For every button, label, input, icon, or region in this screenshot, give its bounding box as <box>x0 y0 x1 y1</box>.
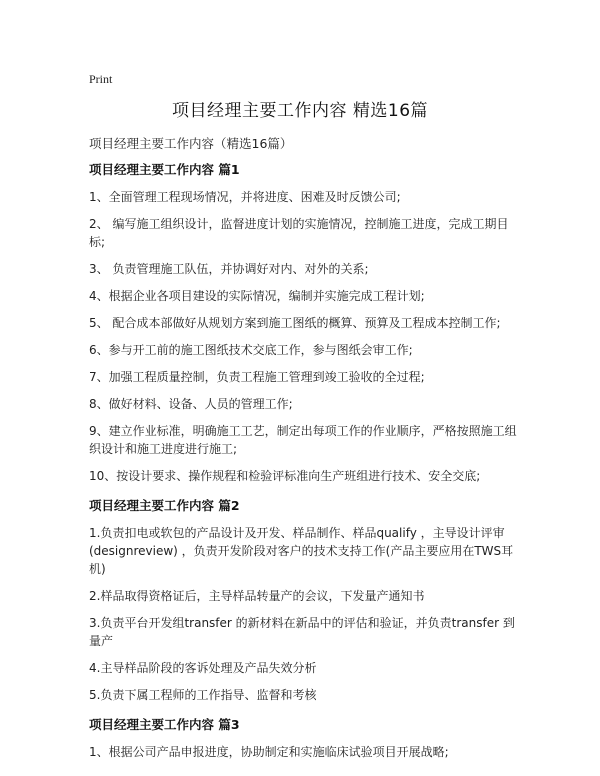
list-item: 5.负责下属工程师的工作指导、监督和考核 <box>89 688 317 702</box>
document-subtitle: 项目经理主要工作内容（精选16篇） <box>89 136 293 151</box>
list-item: 9、建立作业标准，明确施工工艺，制定出每项工作的作业顺序，严格按照施工组织设计和施工进度进行施工; <box>89 424 517 456</box>
list-item: 6、参与开工前的施工图纸技术交底工作，参与图纸会审工作; <box>89 343 413 357</box>
document-content <box>89 162 521 770</box>
section-1 <box>89 162 521 485</box>
list-item: 7、加强工程质量控制，负责工程施工管理到竣工验收的全过程; <box>89 370 425 384</box>
list-item: 5、 配合成本部做好从规划方案到施工图纸的概算、预算及工程成本控制工作; <box>89 316 501 330</box>
list-item: 8、做好材料、设备、人员的管理工作; <box>89 397 293 411</box>
list-item: 10、按设计要求、操作规程和检验评标准向生产班组进行技术、安全交底; <box>89 469 481 483</box>
section-2 <box>89 498 521 704</box>
list-item: 1、根据公司产品申报进度，协助制定和实施临床试验项目开展战略; <box>89 745 449 759</box>
list-item: 1、全面管理工程现场情况，并将进度、困难及时反馈公司; <box>89 190 401 204</box>
list-item: 3.负责平台开发组transfer 的新材料在新品中的评估和验证，并负责transfer 到量产 <box>89 616 515 648</box>
list-item: 4.主导样品阶段的客诉处理及产品失效分析 <box>89 661 317 675</box>
document-title: 项目经理主要工作内容 精选16篇 <box>171 101 429 121</box>
list-item: 4、根据企业各项目建设的实际情况，编制并实施完成工程计划; <box>89 289 425 303</box>
list-item: 2、 编写施工组织设计，监督进度计划的实施情况，控制施工进度，完成工期目标; <box>89 217 509 249</box>
list-item: 1.负责扣电或软包的产品设计及开发、样品制作、样品qualify ，主导设计评审(designreview) ，负责开发阶段对客户的技术支持工作(产品主要应用在TWS耳机) <box>89 526 514 576</box>
list-item: 3、 负责管理施工队伍，并协调好对内、对外的关系; <box>89 262 369 276</box>
print-label: Print <box>89 72 113 86</box>
section-3 <box>89 717 521 761</box>
section-heading: 项目经理主要工作内容 篇2 <box>89 498 240 513</box>
section-heading: 项目经理主要工作内容 篇3 <box>89 717 240 732</box>
list-item: 2.样品取得资格证后，主导样品转量产的会议，下发量产通知书 <box>89 589 425 603</box>
section-heading: 项目经理主要工作内容 篇1 <box>89 162 240 177</box>
